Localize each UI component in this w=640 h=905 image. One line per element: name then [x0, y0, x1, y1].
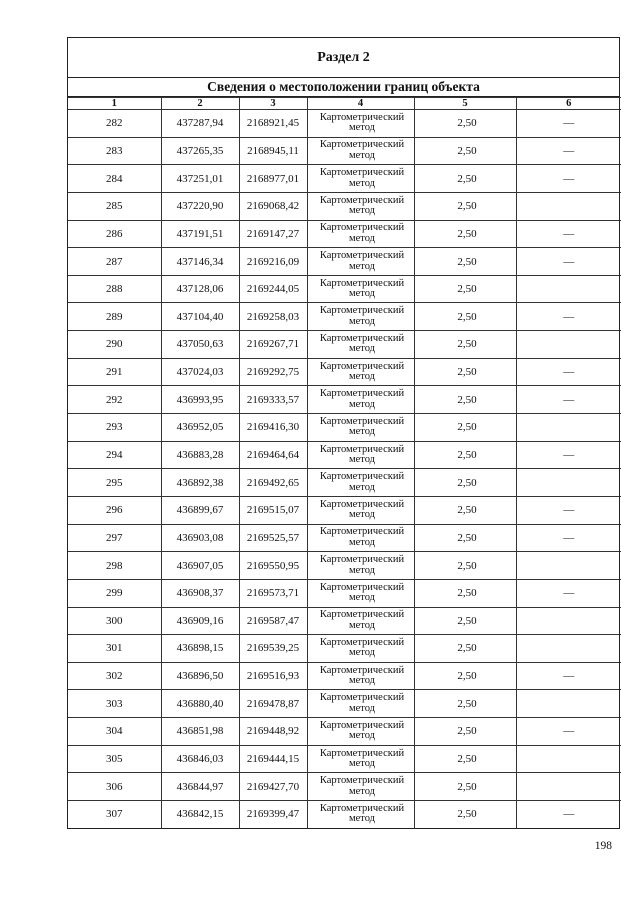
table-row [68, 220, 621, 248]
note-cell: — [516, 303, 621, 331]
point-number-cell: 283 [68, 137, 161, 165]
x-coordinate-cell: 436880,40 [161, 690, 239, 718]
x-coordinate-cell: 436842,15 [161, 801, 239, 828]
note-cell [516, 192, 621, 220]
x-coordinate-cell: 436846,03 [161, 745, 239, 773]
table-row [68, 165, 621, 193]
note-cell: — [516, 386, 621, 414]
precision-cell: 2,50 [414, 552, 516, 580]
precision-cell: 2,50 [414, 441, 516, 469]
x-coordinate-cell: 436892,38 [161, 469, 239, 497]
method-cell: Картометрический метод [307, 331, 414, 359]
note-cell [516, 275, 621, 303]
table-row [68, 607, 621, 635]
y-coordinate-cell: 2169216,09 [239, 248, 307, 276]
precision-cell: 2,50 [414, 524, 516, 552]
precision-cell: 2,50 [414, 248, 516, 276]
y-coordinate-cell: 2169448,92 [239, 718, 307, 746]
y-coordinate-cell: 2169399,47 [239, 801, 307, 828]
x-coordinate-cell: 436903,08 [161, 524, 239, 552]
y-coordinate-cell: 2169258,03 [239, 303, 307, 331]
method-cell: Картометрический метод [307, 165, 414, 193]
x-coordinate-cell: 437128,06 [161, 275, 239, 303]
x-coordinate-cell: 436896,50 [161, 662, 239, 690]
table-row [68, 635, 621, 663]
table-row [68, 358, 621, 386]
precision-cell: 2,50 [414, 635, 516, 663]
point-number-cell: 286 [68, 220, 161, 248]
method-cell: Картометрический метод [307, 386, 414, 414]
note-cell: — [516, 441, 621, 469]
y-coordinate-cell: 2169550,95 [239, 552, 307, 580]
method-cell: Картометрический метод [307, 358, 414, 386]
table-row [68, 524, 621, 552]
precision-cell: 2,50 [414, 192, 516, 220]
note-cell: — [516, 718, 621, 746]
x-coordinate-cell: 437251,01 [161, 165, 239, 193]
table-row [68, 662, 621, 690]
point-number-cell: 289 [68, 303, 161, 331]
y-coordinate-cell: 2168945,11 [239, 137, 307, 165]
x-coordinate-cell: 436993,95 [161, 386, 239, 414]
note-cell [516, 414, 621, 442]
table-row [68, 552, 621, 580]
boundary-points-table [68, 97, 621, 828]
precision-cell: 2,50 [414, 690, 516, 718]
y-coordinate-cell: 2169573,71 [239, 579, 307, 607]
point-number-cell: 285 [68, 192, 161, 220]
point-number-cell: 294 [68, 441, 161, 469]
precision-cell: 2,50 [414, 496, 516, 524]
table-row [68, 718, 621, 746]
method-cell: Картометрический метод [307, 303, 414, 331]
point-number-cell: 306 [68, 773, 161, 801]
method-cell: Картометрический метод [307, 248, 414, 276]
point-number-cell: 292 [68, 386, 161, 414]
point-number-cell: 287 [68, 248, 161, 276]
note-cell: — [516, 248, 621, 276]
precision-cell: 2,50 [414, 801, 516, 828]
table-header-row [68, 98, 621, 110]
table-row [68, 496, 621, 524]
x-coordinate-cell: 437024,03 [161, 358, 239, 386]
x-coordinate-cell: 436883,28 [161, 441, 239, 469]
column-header: 5 [414, 98, 516, 110]
note-cell: — [516, 662, 621, 690]
method-cell: Картометрический метод [307, 607, 414, 635]
note-cell: — [516, 110, 621, 138]
table-row [68, 690, 621, 718]
precision-cell: 2,50 [414, 137, 516, 165]
x-coordinate-cell: 436952,05 [161, 414, 239, 442]
point-number-cell: 305 [68, 745, 161, 773]
method-cell: Картометрический метод [307, 469, 414, 497]
method-cell: Картометрический метод [307, 662, 414, 690]
note-cell [516, 552, 621, 580]
note-cell: — [516, 801, 621, 828]
precision-cell: 2,50 [414, 220, 516, 248]
method-cell: Картометрический метод [307, 579, 414, 607]
point-number-cell: 303 [68, 690, 161, 718]
method-cell: Картометрический метод [307, 690, 414, 718]
point-number-cell: 293 [68, 414, 161, 442]
note-cell: — [516, 358, 621, 386]
point-number-cell: 290 [68, 331, 161, 359]
point-number-cell: 301 [68, 635, 161, 663]
table-body [68, 110, 621, 828]
y-coordinate-cell: 2169525,57 [239, 524, 307, 552]
method-cell: Картометрический метод [307, 275, 414, 303]
point-number-cell: 299 [68, 579, 161, 607]
method-cell: Картометрический метод [307, 524, 414, 552]
y-coordinate-cell: 2169515,07 [239, 496, 307, 524]
precision-cell: 2,50 [414, 303, 516, 331]
precision-cell: 2,50 [414, 745, 516, 773]
table-row [68, 248, 621, 276]
precision-cell: 2,50 [414, 773, 516, 801]
table-row [68, 303, 621, 331]
y-coordinate-cell: 2169416,30 [239, 414, 307, 442]
method-cell: Картометрический метод [307, 745, 414, 773]
note-cell [516, 690, 621, 718]
note-cell: — [516, 524, 621, 552]
point-number-cell: 282 [68, 110, 161, 138]
precision-cell: 2,50 [414, 607, 516, 635]
table-row [68, 137, 621, 165]
point-number-cell: 295 [68, 469, 161, 497]
point-number-cell: 304 [68, 718, 161, 746]
note-cell: — [516, 220, 621, 248]
table-row [68, 386, 621, 414]
page-number: 198 [594, 840, 612, 852]
table-row [68, 745, 621, 773]
table-row [68, 801, 621, 828]
table-row [68, 414, 621, 442]
precision-cell: 2,50 [414, 358, 516, 386]
y-coordinate-cell: 2169539,25 [239, 635, 307, 663]
precision-cell: 2,50 [414, 662, 516, 690]
note-cell [516, 331, 621, 359]
column-header: 1 [68, 98, 161, 110]
note-cell [516, 745, 621, 773]
table-row [68, 441, 621, 469]
y-coordinate-cell: 2169516,93 [239, 662, 307, 690]
note-cell [516, 607, 621, 635]
precision-cell: 2,50 [414, 110, 516, 138]
point-number-cell: 288 [68, 275, 161, 303]
method-cell: Картометрический метод [307, 801, 414, 828]
x-coordinate-cell: 436899,67 [161, 496, 239, 524]
method-cell: Картометрический метод [307, 414, 414, 442]
point-number-cell: 291 [68, 358, 161, 386]
y-coordinate-cell: 2169587,47 [239, 607, 307, 635]
note-cell [516, 635, 621, 663]
table-row [68, 773, 621, 801]
method-cell: Картометрический метод [307, 496, 414, 524]
note-cell: — [516, 137, 621, 165]
table-row [68, 469, 621, 497]
y-coordinate-cell: 2169147,27 [239, 220, 307, 248]
column-header: 3 [239, 98, 307, 110]
precision-cell: 2,50 [414, 469, 516, 497]
point-number-cell: 300 [68, 607, 161, 635]
x-coordinate-cell: 437191,51 [161, 220, 239, 248]
y-coordinate-cell: 2168977,01 [239, 165, 307, 193]
x-coordinate-cell: 437146,34 [161, 248, 239, 276]
x-coordinate-cell: 436907,05 [161, 552, 239, 580]
column-header: 6 [516, 98, 621, 110]
x-coordinate-cell: 437050,63 [161, 331, 239, 359]
point-number-cell: 297 [68, 524, 161, 552]
y-coordinate-cell: 2169444,15 [239, 745, 307, 773]
y-coordinate-cell: 2169244,05 [239, 275, 307, 303]
section-subtitle: Сведения о местоположении границ объекта [68, 78, 619, 97]
y-coordinate-cell: 2169478,87 [239, 690, 307, 718]
table-row [68, 331, 621, 359]
x-coordinate-cell: 436844,97 [161, 773, 239, 801]
precision-cell: 2,50 [414, 414, 516, 442]
x-coordinate-cell: 437104,40 [161, 303, 239, 331]
x-coordinate-cell: 437220,90 [161, 192, 239, 220]
y-coordinate-cell: 2169068,42 [239, 192, 307, 220]
method-cell: Картометрический метод [307, 441, 414, 469]
precision-cell: 2,50 [414, 275, 516, 303]
method-cell: Картометрический метод [307, 110, 414, 138]
x-coordinate-cell: 436908,37 [161, 579, 239, 607]
table-row [68, 579, 621, 607]
note-cell: — [516, 579, 621, 607]
method-cell: Картометрический метод [307, 220, 414, 248]
document-sheet [67, 37, 620, 829]
point-number-cell: 298 [68, 552, 161, 580]
x-coordinate-cell: 436851,98 [161, 718, 239, 746]
y-coordinate-cell: 2169292,75 [239, 358, 307, 386]
note-cell [516, 469, 621, 497]
note-cell [516, 773, 621, 801]
point-number-cell: 296 [68, 496, 161, 524]
precision-cell: 2,50 [414, 718, 516, 746]
y-coordinate-cell: 2169427,70 [239, 773, 307, 801]
note-cell: — [516, 165, 621, 193]
y-coordinate-cell: 2169492,65 [239, 469, 307, 497]
method-cell: Картометрический метод [307, 773, 414, 801]
column-header: 2 [161, 98, 239, 110]
note-cell: — [516, 496, 621, 524]
precision-cell: 2,50 [414, 165, 516, 193]
x-coordinate-cell: 436909,16 [161, 607, 239, 635]
precision-cell: 2,50 [414, 386, 516, 414]
point-number-cell: 302 [68, 662, 161, 690]
method-cell: Картометрический метод [307, 192, 414, 220]
method-cell: Картометрический метод [307, 718, 414, 746]
column-header: 4 [307, 98, 414, 110]
method-cell: Картометрический метод [307, 635, 414, 663]
point-number-cell: 307 [68, 801, 161, 828]
y-coordinate-cell: 2168921,45 [239, 110, 307, 138]
method-cell: Картометрический метод [307, 552, 414, 580]
precision-cell: 2,50 [414, 331, 516, 359]
y-coordinate-cell: 2169333,57 [239, 386, 307, 414]
x-coordinate-cell: 437287,94 [161, 110, 239, 138]
table-row [68, 275, 621, 303]
table-row [68, 192, 621, 220]
table-row [68, 110, 621, 138]
x-coordinate-cell: 436898,15 [161, 635, 239, 663]
section-title: Раздел 2 [68, 38, 619, 78]
precision-cell: 2,50 [414, 579, 516, 607]
point-number-cell: 284 [68, 165, 161, 193]
x-coordinate-cell: 437265,35 [161, 137, 239, 165]
method-cell: Картометрический метод [307, 137, 414, 165]
y-coordinate-cell: 2169267,71 [239, 331, 307, 359]
y-coordinate-cell: 2169464,64 [239, 441, 307, 469]
